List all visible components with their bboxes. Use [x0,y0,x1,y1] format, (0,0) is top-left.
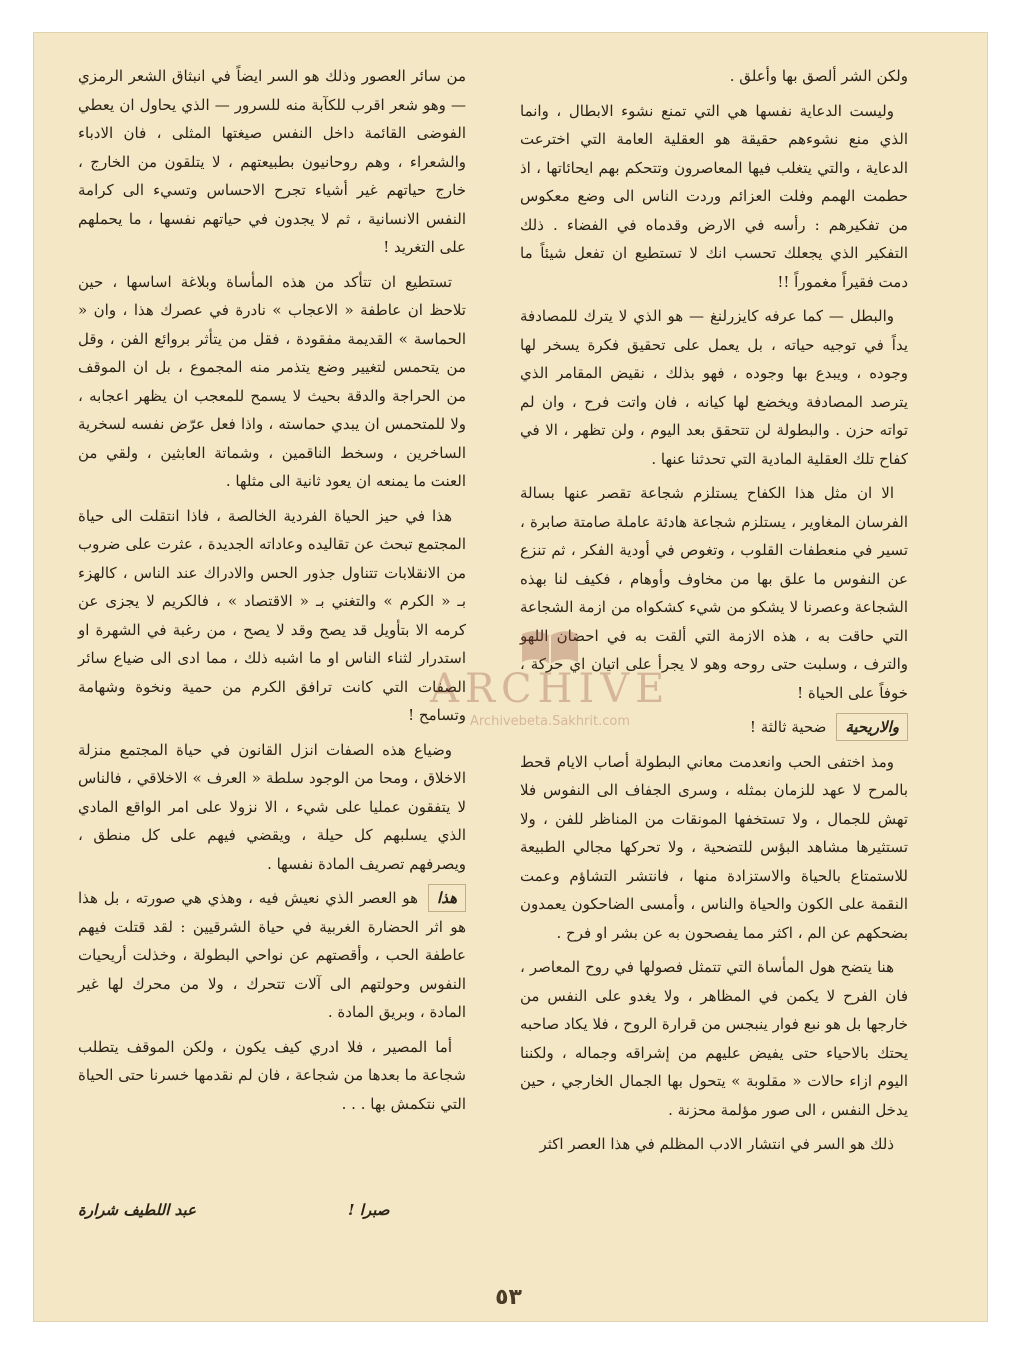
paragraph: الا ان مثل هذا الكفاح يستلزم شجاعة تقصر عنها بسالة الفرسان المغاوير ، يستلزم شجاعة هادئة عاملة صامتة صابرة ، تسير في منعطفات القلوب ، وتغوص في أودية الفكر ، ثم تنزع عن النفوس ما علق بها من مخاوف وأوهام ، فكيف لنا بهذه الشجاعة وعصرنا لا يشكو من شيء كشكواه من ازمة الشجاعة التي حاقت به ، هذه الازمة التي ألقت به في احضان اللهو والترف ، وسلبت حتى روحه وهو لا يجرأ على اتيان اي حركة ، خوفاً على الحياة ! [520,484,908,702]
paragraph: هنا يتضح هول المأساة التي تتمثل فصولها في روح المعاصر ، فان الفرح لا يكمن في المظاهر ، ولا يغدو على النفس من خارجها بل هو نبع فوار ينبجس من قرارة الروح ، فلا يكاد صاحبه يحتك بالاحياء حتى يفيض عليهم من إشراقه وجماله ، ولكننا اليوم ازاء حالات « مقلوبة » يتحول بها الجمال الخارجي ، حين يدخل النفس ، الى صور مؤلمة محزنة . [520,958,908,1119]
paragraph: أما المصير ، فلا ادري كيف يكون ، ولكن الموقف يتطلب شجاعة ما بعدها من شجاعة ، فان لم نقدمها خسرنا حتى الحياة التي نتكمش بها . . . [78,1037,466,1113]
paragraph-text: هو العصر الذي نعيش فيه ، وهذي هي صورته ، بل هذا هو اثر الحضارة الغربية في حياة الشرقيين : لقد قتلت فيهم عاطفة الحب ، وأقصتهم عن نواحي البطولة ، وخذلت أريحيات النفوس وحولتهم الى آلات تتحرك ، ولا من محرك لها غير المادة ، وبريق المادة . [78,889,466,1021]
margin-tag: هذا [428,884,466,912]
margin-tag: والاريحية [836,713,908,741]
watermark-brand: ARCHIVE [430,666,671,712]
paragraph: ولكن الشر ألصق بها وأعلق . [729,67,908,85]
paragraph: ومذ اختفى الحب وانعدمت معاني البطولة أصاب الايام قحط بالمرح لا عهد للزمان بمثله ، وسرى الجفاف الى النفوس فلا تهش للجمال ، ولا تستخفها المونقات من المناظر للفن ، ولا تستثيرها مشاهد البؤس للتضحية ، ولا تحركها مجالي الطبيعة للاستمتاع بالحياة والاستزادة منها ، فانتشر التشاؤم وعمت النقمة على الكون والحياة والناس ، وأمسى الضاحكون يعمدون بضحكهم عن الم ، اكثر مما يفصحون به عن بشر او فرح . [520,752,908,942]
left-column [78,62,466,1124]
right-column [520,62,908,1165]
subheading-text: ضحية ثالثة ! [749,718,827,736]
paragraph [78,884,466,1027]
paragraph: هذا في حيز الحياة الفردية الخالصة ، فاذا انتقلت الى حياة المجتمع تبحث عن تقاليده وعاداته الجديدة ، عثرت على ضروب من الانقلابات تتناول جذور الحس والادراك عند الناس ، كالهزء بـ « الكرم » والتغني بـ « الاقتصاد » ، فالكريم لا يجزى عن كرمه الا بتأويل قد يصح وقد لا يصح ، من رغبة في الشهرة او استدرار لثناء الناس او ما اشبه ذلك ، مما ادى الى ضياع سائر الصفات التي كانت ترافق الكرم من حمية ونخوة وشهامة وتسامح ! [78,506,466,724]
page-number: ٥٣ [495,1285,522,1310]
paragraph: تستطيع ان تتأكد من هذه المأساة وبلاغة اساسها ، حين تلاحظ ان عاطفة « الاعجاب » نادرة في عصرك هذا ، وان « الحماسة » القديمة مفقودة ، فقل من يتأثر بروائع الفن ، وقل من يتحمس لتغيير وضع يتذمر منه المجموع ، بل ان الموقف من الحراجة والدقة بحيث لا يسمح للمعجب ان يظهر اعجابه ، ولا للمتحمس ان يبدي حماسته ، واذا فعل عرّض نفسه لسخرية الساخرين ، وسخط الناقمين ، وشماتة العابثين ، ولقي من العنت ما يمنعه ان يعود ثانية الى مثلها . [78,272,466,490]
section-subheading [520,713,908,742]
author-signature: عبد اللطيف شرارة [78,1201,196,1219]
closing-exclamation: صبرا ! [348,1201,390,1219]
watermark-url: Archivebeta.Sakhrit.com [469,714,631,729]
paragraph: ذلك هو السر في انتشار الادب المظلم في هذا العصر اكثر [539,1135,894,1153]
paragraph: والبطل — كما عرفه كايزرلنغ — هو الذي لا يترك للمصادفة يداً في توجيه حياته ، بل يعمل على تحقيق فكرة يسخر لها وجوده ، ويبدع بها وجوده ، فهو بذلك ، نقيض المقامر الذي يترصد المصادفة ويخضع لها كيانه ، فان واتت فرح ، وان لم تواته حزن . والبطولة لن تتحقق بعد اليوم ، ولن تظهر ، الا في كفاح تلك العقلية المادية التي تحدثنا عنها . [520,307,908,468]
paragraph: وليست الدعاية نفسها هي التي تمنع نشوء الابطال ، وانما الذي منع نشوءهم حقيقة هو العقلية العامة التي اخترعت الدعاية ، والتي يتغلب فيها المعاصرون وتتحكم بهم ايحائاتها ، اذ حطمت الهمم وفلت العزائم وردت الناس الى وضع معكوس من تفكيرهم : رأسه في الارض وقدماه في الفضاء . ذلك التفكير الذي يجعلك تحسب انك لا تستطيع ان تفعل شيئاً ما دمت فقيراً مغموراً !! [520,101,908,291]
paragraph: من سائر العصور وذلك هو السر ايضاً في انبثاق الشعر الرمزي — وهو شعر اقرب للكآبة منه للسرور — الذي يحاول ان يعطي الفوضى القائمة داخل النفس صيغتها المثلى ، فان الادباء والشعراء ، وهم روحانيون بطبيعتهم ، لا يتلقون من الخارج ، خارج حياتهم غير أشياء تجرح الاحساس وتسيء الى كرامة النفس الانسانية ، ثم لا يجدون في حياتهم نفسها ، ما يحملهم على التغريد ! [78,67,466,256]
paragraph: وضياع هذه الصفات انزل القانون في حياة المجتمع منزلة الاخلاق ، ومحا من الوجود سلطة « العرف » الاخلاقي ، فالناس لا يتفقون عمليا على شيء ، الا نزولا على امر الواقع المادي الذي يسلبهم كل حيلة ، ويقضي فيهم على كل منطق ، ويصرفهم تصريف المادة نفسها . [78,740,466,873]
